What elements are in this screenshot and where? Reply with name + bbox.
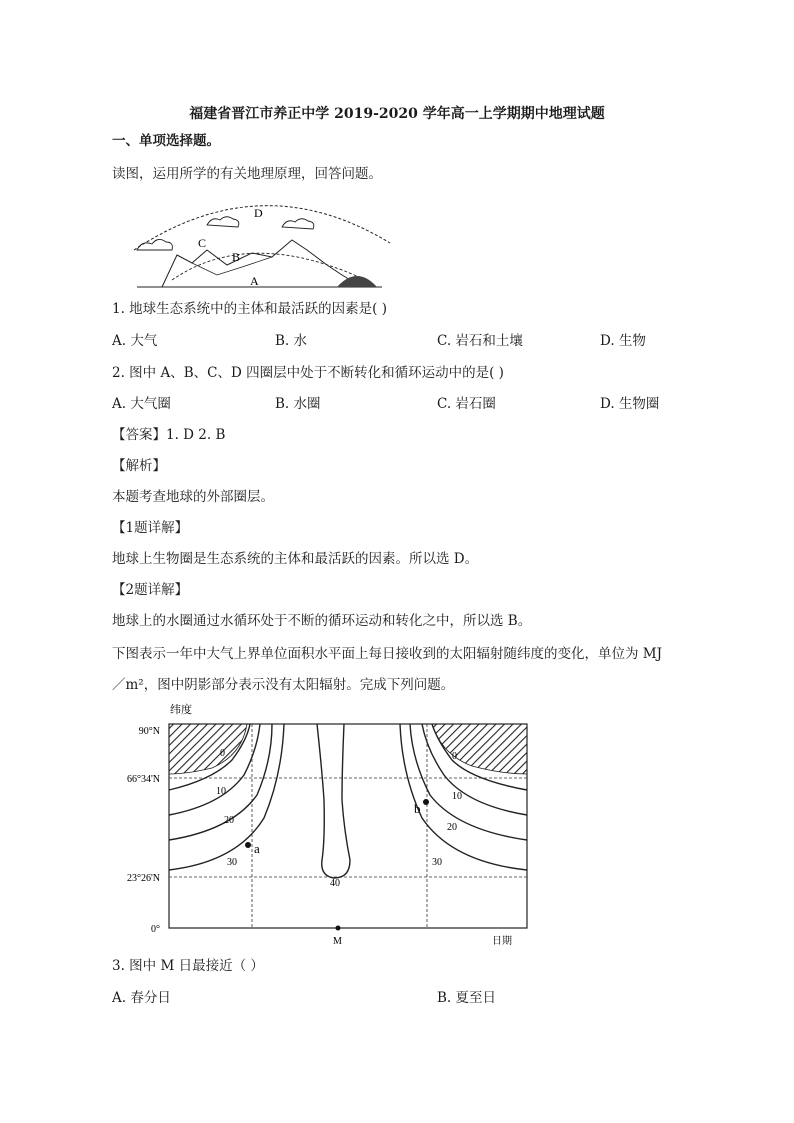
- q2-option-d: D. 生物圈: [600, 396, 660, 412]
- detail-1-heading: 【1题详解】: [112, 520, 189, 536]
- label-c: C: [198, 236, 207, 250]
- contour-label-30-left: 30: [227, 857, 237, 868]
- intro-2-line-1: 下图表示一年中大气上界单位面积水平面上每日接收到的太阳辐射随纬度的变化，单位为 MJ: [112, 646, 663, 662]
- q2-option-c: C. 岩石圈: [437, 396, 496, 412]
- q1-option-c: C. 岩石和土壤: [437, 333, 523, 349]
- spheres-figure: [132, 195, 392, 295]
- q2-option-a: A. 大气圈: [112, 396, 171, 412]
- y-tick-23n: 23°26'N: [126, 873, 160, 884]
- x-mark-m: M: [333, 936, 342, 947]
- point-a-label: a: [254, 841, 260, 856]
- contour-label-40: 40: [330, 878, 340, 889]
- radiation-chart: [112, 700, 542, 950]
- label-b: B: [232, 250, 241, 264]
- label-a: A: [250, 274, 259, 288]
- point-b-marker: [423, 799, 429, 805]
- x-axis-title: 日期: [492, 936, 512, 947]
- q1-option-d: D. 生物: [600, 333, 646, 349]
- detail-2-text: 地球上的水圈通过水循环处于不断的循环运动和转化之中，所以选 B。: [112, 613, 532, 629]
- page-title: 福建省晋江市养正中学 2019-2020 学年高一上学期期中地理试题: [189, 106, 605, 122]
- y-axis-title: 纬度: [170, 704, 192, 716]
- question-1-stem: 1. 地球生态系统中的主体和最活跃的因素是( ): [112, 301, 387, 317]
- detail-1-text: 地球上生物圈是生态系统的主体和最活跃的因素。所以选 D。: [112, 551, 479, 567]
- section-heading: 一、单项选择题。: [112, 133, 220, 149]
- point-a-marker: [245, 842, 251, 848]
- intro-text: 读图，运用所学的有关地理原理，回答问题。: [112, 166, 382, 182]
- q2-option-b: B. 水圈: [275, 396, 321, 412]
- y-tick-90n: 90°N: [138, 726, 160, 737]
- y-tick-66n: 66°34'N: [126, 774, 160, 785]
- contour-label-0-left: 0: [220, 748, 225, 759]
- q3-option-b: B. 夏至日: [437, 990, 497, 1006]
- q1-option-b: B. 水: [275, 333, 308, 349]
- q3-option-a: A. 春分日: [112, 990, 171, 1006]
- q1-option-a: A. 大气: [112, 333, 158, 349]
- detail-2-heading: 【2题详解】: [112, 582, 189, 598]
- contour-label-20-left: 20: [224, 815, 234, 826]
- label-d: D: [254, 206, 263, 220]
- m-marker: [336, 926, 341, 931]
- analysis-heading: 【解析】: [112, 458, 166, 474]
- question-3-stem: 3. 图中 M 日最接近（ ）: [112, 958, 264, 974]
- contour-label-0-right: 0: [452, 751, 457, 762]
- question-2-stem: 2. 图中 A、B、C、D 四圈层中处于不断转化和循环运动中的是( ): [112, 365, 504, 381]
- contour-label-20-right: 20: [447, 822, 457, 833]
- answer-line: 【答案】1. D 2. B: [112, 427, 226, 443]
- contour-label-10-left: 10: [216, 786, 226, 797]
- point-b-label: b: [414, 801, 421, 816]
- contour-label-10-right: 10: [452, 791, 462, 802]
- intro-2-line-2: ／m²，图中阴影部分表示没有太阳辐射。完成下列问题。: [112, 677, 455, 693]
- contour-label-30-right: 30: [432, 857, 442, 868]
- analysis-text: 本题考查地球的外部圈层。: [112, 489, 274, 505]
- y-tick-0: 0°: [151, 924, 160, 935]
